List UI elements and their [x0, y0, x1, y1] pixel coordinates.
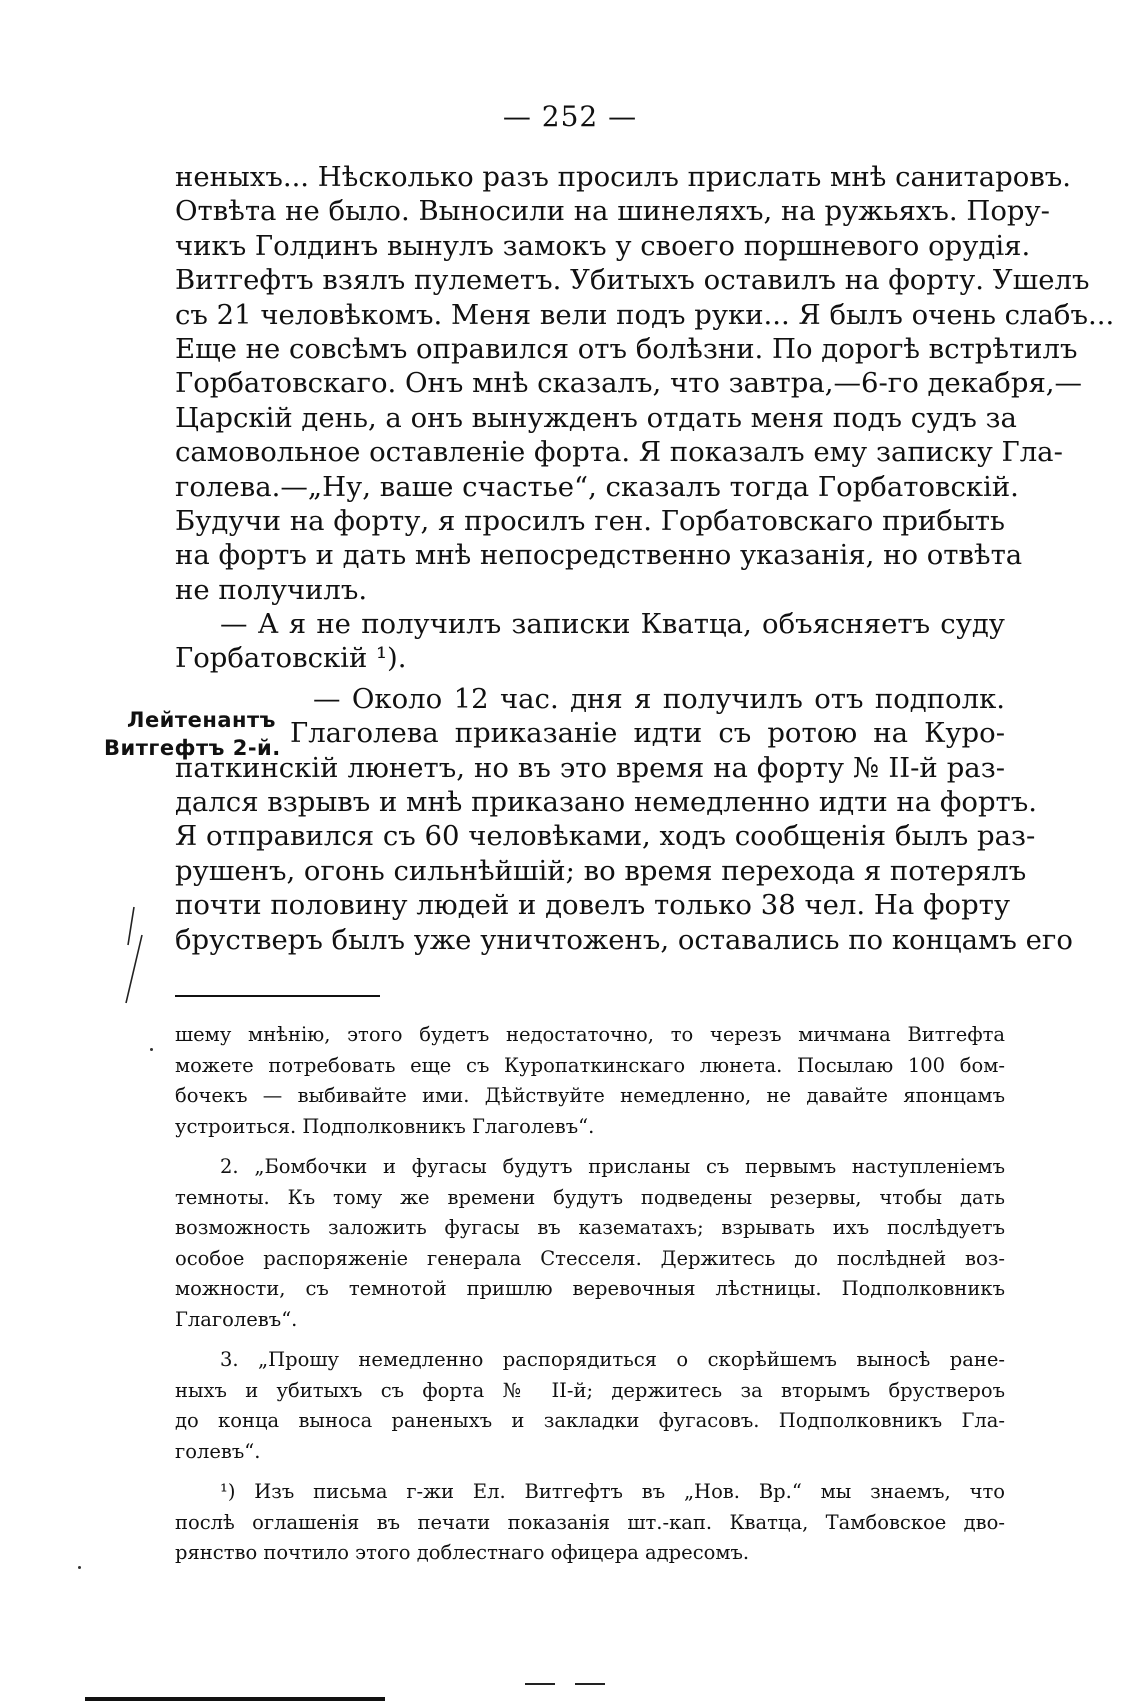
- footnote-line: темноты. Къ тому же времени будутъ подведены резервы, чтобы дать: [175, 1185, 1005, 1209]
- footnote-line: особое распоряженіе генерала Стесселя. Держитесь до послѣдней воз-: [175, 1246, 1005, 1270]
- text-line: Глаголева приказаніе идти съ ротою на Куро-: [290, 717, 1005, 750]
- margin-note-name: Витгефтъ 2-й.: [104, 736, 281, 760]
- pencil-mark-icon: [112, 905, 152, 1005]
- text-line: чикъ Голдинъ вынулъ замокъ у своего поршневого орудія.: [175, 229, 1031, 262]
- text-line: съ 21 человѣкомъ. Меня вели подъ руки... Я былъ очень слабъ...: [175, 298, 1115, 331]
- footnote-line: голевъ“.: [175, 1439, 261, 1463]
- text-line: на фортъ и дать мнѣ непосредственно указанія, но отвѣта: [175, 539, 1023, 572]
- text-line: неныхъ... Нѣсколько разъ просилъ прислать мнѣ санитаровъ.: [175, 161, 1072, 193]
- text-line: Горбатовскій ¹).: [175, 642, 407, 675]
- bottom-dash: [575, 1683, 605, 1685]
- text-line: Витгефтъ взялъ пулеметъ. Убитыхъ оставилъ на форту. Ушелъ: [175, 264, 1090, 297]
- margin-note-rank: Лейтенантъ: [127, 708, 276, 732]
- bottom-edge-bar: [85, 1697, 385, 1701]
- footnote-line: можете потребовать еще съ Куропаткинскаго люнета. Посылаю 100 бом-: [175, 1053, 1005, 1077]
- page-number: — 252 —: [502, 100, 638, 133]
- footnote-line: Глаголевъ“.: [175, 1307, 298, 1331]
- footnote-rule: [175, 995, 380, 997]
- footnote-line: бочекъ — выбивайте ими. Дѣйствуйте немедленно, не давайте японцамъ: [175, 1084, 1005, 1107]
- bottom-dash: [525, 1683, 555, 1685]
- speck: [150, 1048, 153, 1051]
- text-line: — А я не получилъ записки Кватца, объясняетъ суду: [220, 608, 1005, 641]
- footnotes: [175, 1020, 1005, 1569]
- footnote-line: можности, съ темнотой пришлю веревочныя лѣстницы. Подполковникъ: [175, 1277, 1005, 1300]
- footnote-line: ¹) Изъ письма г-жи Ел. Витгефтъ въ „Нов. Вр.“ мы знаемъ, что: [220, 1480, 1005, 1503]
- footnote-line: 2. „Бомбочки и фугасы будутъ присланы съ первымъ наступленіемъ: [220, 1155, 1005, 1178]
- footnote-line: до конца выноса раненыхъ и закладки фугасовъ. Подполковникъ Гла-: [175, 1409, 1005, 1432]
- text-line: не получилъ.: [175, 573, 368, 606]
- text-line: рушенъ, огонь сильнѣйшій; во время перехода я потерялъ: [175, 854, 1027, 887]
- footnote-line: рянство почтило этого доблестнаго офицера адресомъ.: [175, 1541, 750, 1564]
- text-line: Еще не совсѣмъ оправился отъ болѣзни. По дорогѣ встрѣтилъ: [175, 332, 1078, 365]
- footnote-line: возможность заложить фугасы въ казематахъ; взрывать ихъ послѣдуетъ: [175, 1216, 1005, 1239]
- text-line: Я отправился съ 60 человѣками, ходъ сообщенія былъ раз-: [175, 820, 1036, 853]
- text-line: самовольное оставленіе форта. Я показалъ ему записку Гла-: [175, 436, 1063, 469]
- text-line: — Около 12 час. дня я получилъ отъ подполк.: [313, 682, 1005, 715]
- text-line: почти половину людей и довелъ только 38 чел. На форту: [175, 889, 1011, 922]
- footnote-line: шему мнѣнію, этого будетъ недостаточно, то черезъ мичмана Витгефта: [175, 1023, 1005, 1046]
- text-line: Царскій день, а онъ вынужденъ отдать меня подъ судъ за: [175, 401, 1017, 434]
- text-line: паткинскій люнетъ, но въ это время на форту № II-й раз-: [175, 751, 1005, 784]
- text-line: брустверъ былъ уже уничтоженъ, оставались по концамъ его: [175, 923, 1073, 956]
- text-line: Отвѣта не было. Выносили на шинеляхъ, на ружьяхъ. Пору-: [175, 195, 1050, 228]
- text-line: голева.—„Ну, ваше счастье“, сказалъ тогда Горбатовскій.: [175, 470, 1019, 503]
- text-line: Будучи на форту, я просилъ ген. Горбатовскаго прибыть: [175, 504, 1005, 537]
- footnote-line: устроиться. Подполковникъ Глаголевъ“.: [175, 1114, 595, 1138]
- footnote-line: послѣ оглашенія въ печати показанія шт.-кап. Кватца, Тамбовское дво-: [175, 1510, 1005, 1534]
- footnote-line: ныхъ и убитыхъ съ форта № II-й; держитесь за вторымъ бруствероъ: [175, 1378, 1005, 1402]
- text-line: Горбатовскаго. Онъ мнѣ сказалъ, что завтра,—6-го декабря,—: [175, 367, 1083, 400]
- main-text: [175, 160, 1115, 957]
- footnote-line: 3. „Прошу немедленно распорядиться о скорѣйшемъ выносѣ ране-: [220, 1348, 1005, 1371]
- text-line: дался взрывъ и мнѣ приказано немедленно идти на фортъ.: [175, 786, 1038, 819]
- speck: [78, 1566, 81, 1569]
